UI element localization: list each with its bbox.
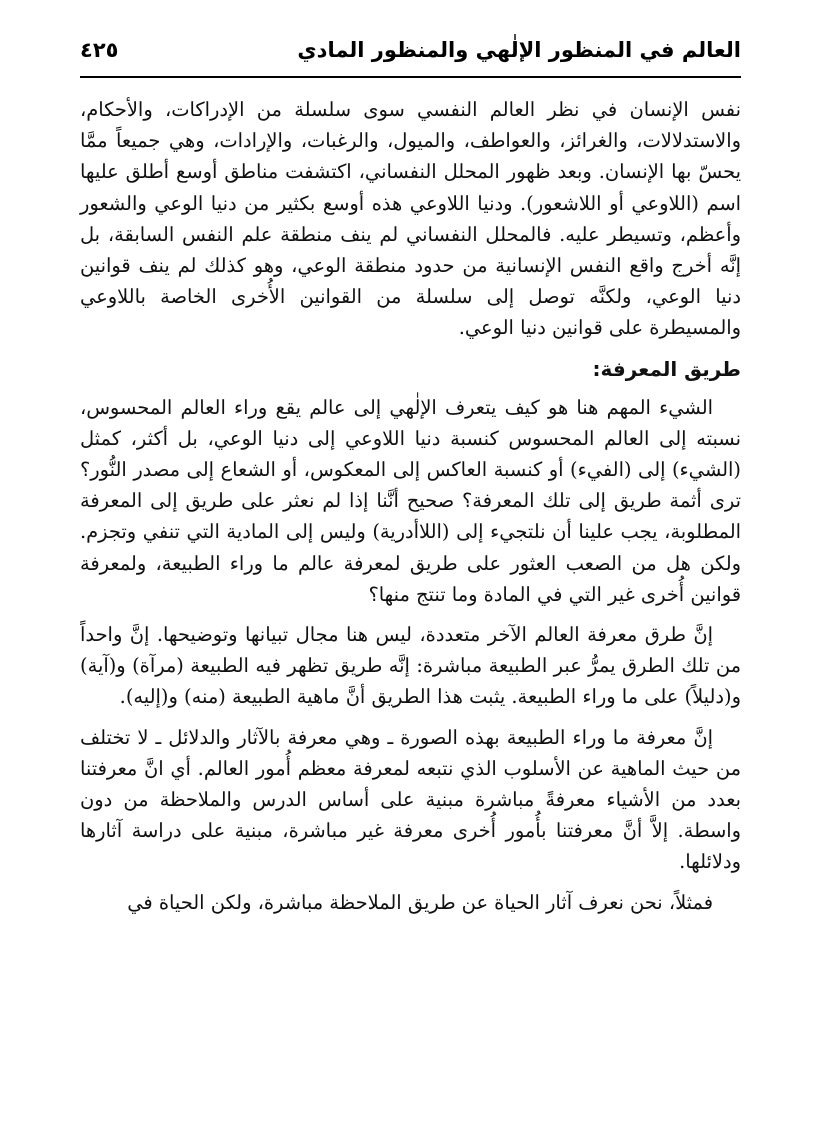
page-body <box>80 94 741 918</box>
body-paragraph: نفس الإنسان في نظر العالم النفسي سوى سلسلة من الإدراكات، والأحكام، والاستدلالات، والغرائز، والعواطف، والميول، والرغبات، والإرادات، وهي جميعاً ممَّا يحسّ بها الإنسان. وبعد ظهور المحلل النفساني، اكتشفت مناطق أوسع أطلق عليها اسم (اللاوعي أو اللاشعور). ودنيا اللاوعي هذه أوسع بكثير من دنيا الوعي والشعور وأعظم، وتسيطر عليه. فالمحلل النفساني لم ينف منطقة علم النفس السابقة، بل إنَّه أخرج واقع النفس الإنسانية من حدود منطقة الوعي، وهو كذلك لم ينف قوانين دنيا الوعي، ولكنَّه توصل إلى سلسلة من القوانين الأُخرى الخاصة باللاوعي والمسيطرة على قوانين دنيا الوعي. <box>80 98 741 340</box>
header-rule <box>80 76 741 78</box>
body-paragraph: فمثلاً، نحن نعرف آثار الحياة عن طريق الملاحظة مباشرة، ولكن الحياة في <box>127 890 713 914</box>
body-paragraph: إنَّ طرق معرفة العالم الآخر متعددة، ليس هنا مجال تبيانها وتوضيحها. إنَّ واحداً من تلك الطرق يمرُّ عبر الطبيعة مباشرة: إنَّه طريق تظهر فيه الطبيعة (مرآة) و(آية) و(دليلاً) على ما وراء الطبيعة. يثبت هذا الطريق أنَّ ماهية الطبيعة (منه) و(إليه). <box>80 623 741 709</box>
section-heading: طريق المعرفة: <box>592 356 741 381</box>
running-header <box>80 30 741 70</box>
body-paragraph: إنَّ معرفة ما وراء الطبيعة بهذه الصورة ـ وهي معرفة بالآثار والدلائل ـ لا تختلف من حيث الماهية عن الأسلوب الذي نتبعه لمعرفة معظم أُمور العالم. أي انَّ معرفتنا بعدد من الأشياء معرفةً مباشرة مبنية على أساس الدرس والملاحظة من دون واسطة. إلاَّ أنَّ معرفتنا بأُمور أُخرى معرفة غير مباشرة، مبنية على دراسة آثارها ودلائلها. <box>80 725 741 874</box>
running-header-title: العالم في المنظور الإلٰهي والمنظور المادي <box>297 38 741 62</box>
page-number: ٤٢٥ <box>80 38 119 62</box>
body-paragraph: الشيء المهم هنا هو كيف يتعرف الإلٰهي إلى عالم يقع وراء العالم المحسوس، نسبته إلى العالم المحسوس كنسبة دنيا اللاوعي إلى دنيا الوعي، بل أكثر، كمثل (الشيء) إلى (الفيء) أو كنسبة العاكس إلى المعكوس، أو الشعاع إلى مصدر النُّور؟ ترى أثمة طريق إلى تلك المعرفة؟ صحيح أنَّنا إذا لم نعثر على طريق إلى المعرفة المطلوبة، يجب علينا أن نلتجيء إلى (اللاأدرية) وليس إلى المادية التي تنفي وتجزم. ولكن هل من الصعب العثور على طريق لمعرفة عالم ما وراء الطبيعة، ولمعرفة قوانين أُخرى غير التي في المادة وما تنتج منها؟ <box>80 395 741 606</box>
